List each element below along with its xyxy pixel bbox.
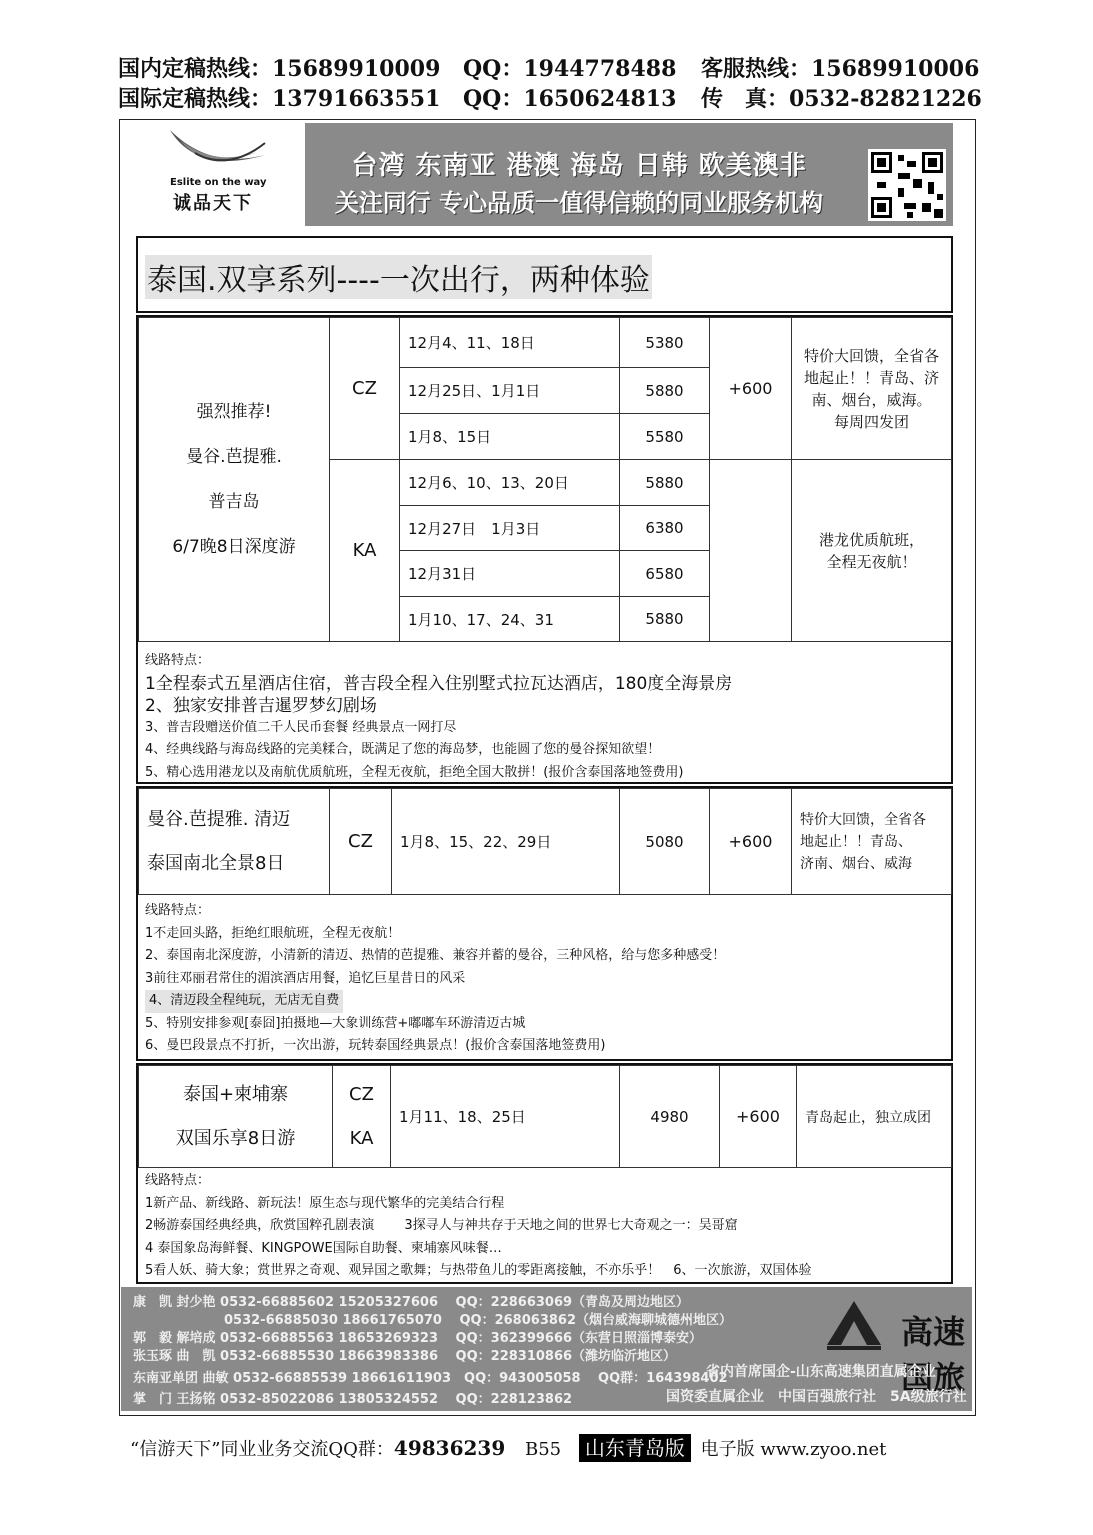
- feature-item: 6、曼巴段景点不打折，一次出游，玩转泰国经典景点！(报价含泰国落地签费用): [145, 1038, 606, 1053]
- airlines: CZ KA: [333, 1066, 391, 1168]
- date-cell: 12月4、11、18日: [400, 318, 620, 368]
- logo-cn-text: 诚品天下: [173, 193, 253, 214]
- page-number: B55: [524, 1439, 562, 1460]
- date-cell: 1月8、15日: [400, 414, 620, 460]
- footer-website: 电子版 www.zyoo.net: [700, 1439, 887, 1460]
- airline-cz: CZ: [330, 318, 400, 460]
- extra-fee: +600: [710, 318, 792, 460]
- contact-row: 东南亚单团 曲敏 0532-66885539 18661611903 QQ：943005058 QQ群：164398402: [133, 1371, 728, 1386]
- price-cell: 5880: [620, 597, 710, 642]
- feature-item: 1不走回头路，拒绝红眼航班，全程无夜航！: [145, 925, 401, 941]
- product-1-features: [145, 650, 732, 784]
- footer-qq: 49836239: [393, 1436, 506, 1460]
- price-cell: 6380: [620, 506, 710, 551]
- footer: [130, 1432, 886, 1461]
- feature-item: 3、普吉段赠送价值二千人民币套餐 经典景点一网打尽: [145, 719, 457, 735]
- price-cell: 5880: [620, 460, 710, 506]
- product-3-features: [145, 1170, 812, 1283]
- contact-row: 郭 毅 解培成 0532-66885563 18653269323 QQ：362399666（东营日照淄博泰安）: [133, 1331, 703, 1346]
- product-1-name: 强烈推荐! 曼谷.芭提雅. 普吉岛 6/7晚8日深度游: [139, 318, 330, 642]
- gaosu-slogan-1: 省内首席国企-山东高速集团直属企业: [706, 1364, 936, 1380]
- note-ka: 港龙优质航班， 全程无夜航！: [792, 460, 952, 642]
- product-2-table: [138, 788, 952, 895]
- intl-hotline: 国际定稿热线：13791663551: [118, 86, 441, 112]
- banner-destinations: 台湾 东南亚 港澳 海岛 日韩 欧美澳非: [351, 151, 807, 181]
- date-cell: 1月11、18、25日: [391, 1066, 620, 1168]
- feature-item: 1新产品、新线路、新玩法！原生态与现代繁华的完美结合行程: [145, 1195, 505, 1211]
- features-title: 线路特点：: [145, 1173, 211, 1188]
- qq-1: QQ：1944778488: [463, 56, 677, 82]
- fax: 传 真：0532-82821226: [701, 86, 982, 112]
- note-cz: 特价大回馈，全省各 地起止！！青岛、济 南、烟台，威海。 每周四发团: [792, 318, 952, 460]
- contact-row: 康 凯 封少艳 0532-66885602 15205327606 QQ：228663069（青岛及周边地区）: [133, 1295, 690, 1310]
- page-title: 泰国.双享系列----一次出行，两种体验: [145, 255, 652, 299]
- eslite-logo: [165, 125, 285, 215]
- date-cell: 12月25日、1月1日: [400, 368, 620, 414]
- note: 青岛起止，独立成团: [797, 1066, 952, 1168]
- date-cell: 12月27日 1月3日: [400, 506, 620, 551]
- feature-item: 2畅游泰国经典经典，欣赏国粹孔剧表演 3探寻人与神共存于天地之间的世界七大奇观之一：吴哥窟: [145, 1218, 738, 1233]
- extra-empty: [710, 460, 792, 642]
- header-banner: [305, 123, 953, 226]
- feature-item: 4 泰国象岛海鲜餐、KINGPOWE国际自助餐、柬埔寨风味餐…: [145, 1240, 502, 1256]
- price-cell: 5580: [620, 414, 710, 460]
- extra-fee: +600: [710, 789, 792, 895]
- service-hotline: 客服热线：15689910006: [701, 56, 980, 82]
- product-1-table: [138, 317, 952, 642]
- edition-badge: 山东青岛版: [579, 1434, 691, 1462]
- contact-panel: [121, 1287, 972, 1411]
- feature-item: 4、经典线路与海岛线路的完美糅合，既满足了您的海岛梦，也能圆了您的曼谷探知欲望！: [145, 742, 661, 757]
- price-cell: 5880: [620, 368, 710, 414]
- logo-en-text: Eslite on the way: [170, 177, 267, 188]
- price-cell: 5380: [620, 318, 710, 368]
- price-cell: 5080: [620, 789, 710, 895]
- airline-ka: KA: [330, 460, 400, 642]
- product-2-name: 曼谷.芭提雅. 清迈 泰国南北全景8日: [139, 789, 330, 895]
- product-3-table: [138, 1065, 952, 1168]
- banner-slogan: 关注同行 专心品质一值得信赖的同业服务机构: [334, 189, 824, 217]
- feature-item: 3前往邓丽君常住的湄滨酒店用餐，追忆巨星昔日的风采: [145, 970, 466, 986]
- features-title: 线路特点：: [145, 903, 211, 918]
- contact-row: 掌 门 王扬铭 0532-85022086 13805324552 QQ：228123862: [133, 1392, 573, 1407]
- date-cell: 12月6、10、13、20日: [400, 460, 620, 506]
- qr-code-icon: [868, 149, 946, 221]
- price-cell: 4980: [620, 1066, 720, 1168]
- airline-cz: CZ: [330, 789, 392, 895]
- domestic-hotline: 国内定稿热线：15689910009: [118, 56, 441, 82]
- price-cell: 6580: [620, 551, 710, 597]
- footer-group-label: “信游天下”同业业务交流QQ群：: [130, 1439, 394, 1460]
- qq-2: QQ：1650624813: [463, 86, 677, 112]
- product-3-name: 泰国+柬埔寨 双国乐享8日游: [139, 1066, 333, 1168]
- date-cell: 12月31日: [400, 551, 620, 597]
- extra-fee: +600: [720, 1066, 797, 1168]
- gaosu-logo-icon: [823, 1299, 885, 1351]
- feature-item: 2、独家安排普吉暹罗梦幻剧场: [145, 695, 377, 716]
- feature-item: 4、清迈段全程纯玩，无店无自费: [145, 990, 343, 1013]
- feature-item: 2、泰国南北深度游，小清新的清迈、热情的芭提雅、兼容并蓄的曼谷，三种风格，给与您多种感受！: [145, 948, 726, 963]
- date-cell: 1月10、17、24、31: [400, 597, 620, 642]
- contact-row: 张玉琢 曲 凯 0532-66885530 18663983386 QQ：228310866（潍坊临沂地区）: [133, 1349, 677, 1364]
- features-title: 线路特点：: [145, 653, 211, 668]
- gaosu-name: 高速国旅: [901, 1313, 966, 1397]
- note: 特价大回馈，全省各 地起止！！青岛、 济南、烟台、威海: [792, 789, 952, 895]
- date-cell: 1月8、15、22、29日: [392, 789, 620, 895]
- product-2-features: [145, 900, 725, 1058]
- gaosu-slogan-2: 国资委直属企业 中国百强旅行社 5A级旅行社: [666, 1389, 967, 1405]
- feature-item: 5、精心选用港龙以及南航优质航班，全程无夜航，拒绝全国大散拼！(报价含泰国落地签费用): [145, 764, 684, 780]
- contact-row: 0532-66885030 18661765070 QQ：268063862（烟台威海聊城德州地区）: [133, 1313, 733, 1328]
- wing-logo-icon: [165, 125, 275, 175]
- feature-item: 5、特别安排参观[泰囧]拍摄地—大象训练营+嘟嘟车环游清迈古城: [145, 1015, 526, 1031]
- feature-item: 5看人妖、骑大象；赏世界之奇观、观异国之歌舞；与热带鱼儿的零距离接触，不亦乐乎！ 6、一次旅游，双国体验: [145, 1263, 812, 1278]
- feature-item: 1全程泰式五星酒店住宿，普吉段全程入住别墅式拉瓦达酒店，180度全海景房: [145, 673, 733, 694]
